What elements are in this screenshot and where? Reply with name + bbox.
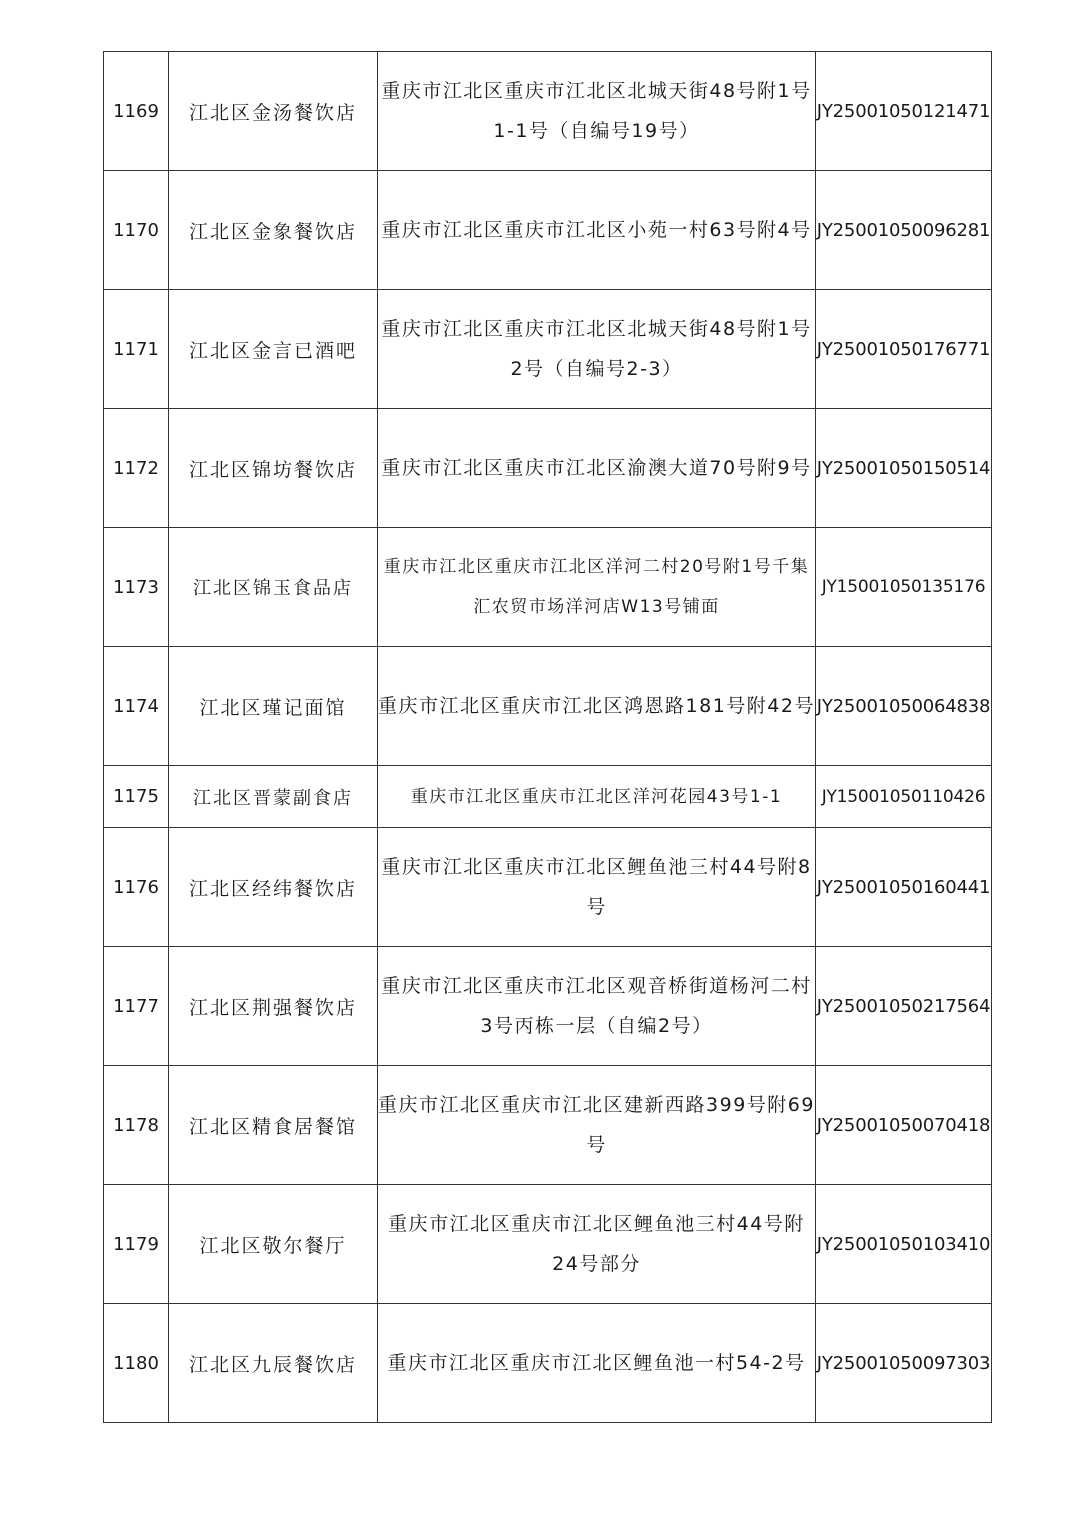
business-name-cell: 江北区金言已酒吧: [169, 290, 378, 409]
address-cell: 重庆市江北区重庆市江北区鲤鱼池一村54-2号: [378, 1304, 816, 1423]
business-name-cell: 江北区锦坊餐饮店: [169, 409, 378, 528]
document-page: [103, 51, 991, 1423]
license-number-cell: JY15001050135176: [816, 528, 992, 647]
table-row: [104, 1066, 992, 1185]
row-number-cell: 1178: [104, 1066, 169, 1185]
license-number-cell: JY25001050070418: [816, 1066, 992, 1185]
table-body: [104, 52, 992, 1423]
address-cell: 重庆市江北区重庆市江北区鸿恩路181号附42号: [378, 647, 816, 766]
row-number-cell: 1177: [104, 947, 169, 1066]
address-cell: 重庆市江北区重庆市江北区小苑一村63号附4号: [378, 171, 816, 290]
row-number-cell: 1170: [104, 171, 169, 290]
table-row: [104, 171, 992, 290]
address-cell: 重庆市江北区重庆市江北区渝澳大道70号附9号: [378, 409, 816, 528]
business-license-table: [103, 51, 992, 1423]
business-name-cell: 江北区九辰餐饮店: [169, 1304, 378, 1423]
row-number-cell: 1179: [104, 1185, 169, 1304]
license-number-cell: JY25001050103410: [816, 1185, 992, 1304]
business-name-cell: 江北区晋蒙副食店: [169, 766, 378, 828]
row-number-cell: 1176: [104, 828, 169, 947]
license-number-cell: JY25001050096281: [816, 171, 992, 290]
license-number-cell: JY25001050097303: [816, 1304, 992, 1423]
address-cell: 重庆市江北区重庆市江北区北城天街48号附1号2号（自编号2-3）: [378, 290, 816, 409]
table-row: [104, 52, 992, 171]
table-row: [104, 409, 992, 528]
row-number-cell: 1175: [104, 766, 169, 828]
address-cell: 重庆市江北区重庆市江北区鲤鱼池三村44号附24号部分: [378, 1185, 816, 1304]
row-number-cell: 1171: [104, 290, 169, 409]
license-number-cell: JY25001050176771: [816, 290, 992, 409]
business-name-cell: 江北区经纬餐饮店: [169, 828, 378, 947]
row-number-cell: 1174: [104, 647, 169, 766]
row-number-cell: 1173: [104, 528, 169, 647]
license-number-cell: JY25001050121471: [816, 52, 992, 171]
row-number-cell: 1172: [104, 409, 169, 528]
table-row: [104, 1185, 992, 1304]
table-row: [104, 828, 992, 947]
address-cell: 重庆市江北区重庆市江北区建新西路399号附69号: [378, 1066, 816, 1185]
business-name-cell: 江北区锦玉食品店: [169, 528, 378, 647]
license-number-cell: JY25001050217564: [816, 947, 992, 1066]
business-name-cell: 江北区金汤餐饮店: [169, 52, 378, 171]
business-name-cell: 江北区瑾记面馆: [169, 647, 378, 766]
business-name-cell: 江北区荆强餐饮店: [169, 947, 378, 1066]
table-row: [104, 290, 992, 409]
address-cell: 重庆市江北区重庆市江北区洋河花园43号1-1: [378, 766, 816, 828]
row-number-cell: 1180: [104, 1304, 169, 1423]
address-cell: 重庆市江北区重庆市江北区鲤鱼池三村44号附8号: [378, 828, 816, 947]
row-number-cell: 1169: [104, 52, 169, 171]
table-row: [104, 528, 992, 647]
license-number-cell: JY25001050064838: [816, 647, 992, 766]
table-row: [104, 647, 992, 766]
table-row: [104, 766, 992, 828]
business-name-cell: 江北区金象餐饮店: [169, 171, 378, 290]
table-row: [104, 947, 992, 1066]
address-cell: 重庆市江北区重庆市江北区观音桥街道杨河二村3号丙栋一层（自编2号）: [378, 947, 816, 1066]
license-number-cell: JY15001050110426: [816, 766, 992, 828]
business-name-cell: 江北区敬尔餐厅: [169, 1185, 378, 1304]
license-number-cell: JY25001050150514: [816, 409, 992, 528]
address-cell: 重庆市江北区重庆市江北区北城天街48号附1号1-1号（自编号19号）: [378, 52, 816, 171]
license-number-cell: JY25001050160441: [816, 828, 992, 947]
table-row: [104, 1304, 992, 1423]
address-cell: 重庆市江北区重庆市江北区洋河二村20号附1号千集汇农贸市场洋河店W13号铺面: [378, 528, 816, 647]
business-name-cell: 江北区精食居餐馆: [169, 1066, 378, 1185]
